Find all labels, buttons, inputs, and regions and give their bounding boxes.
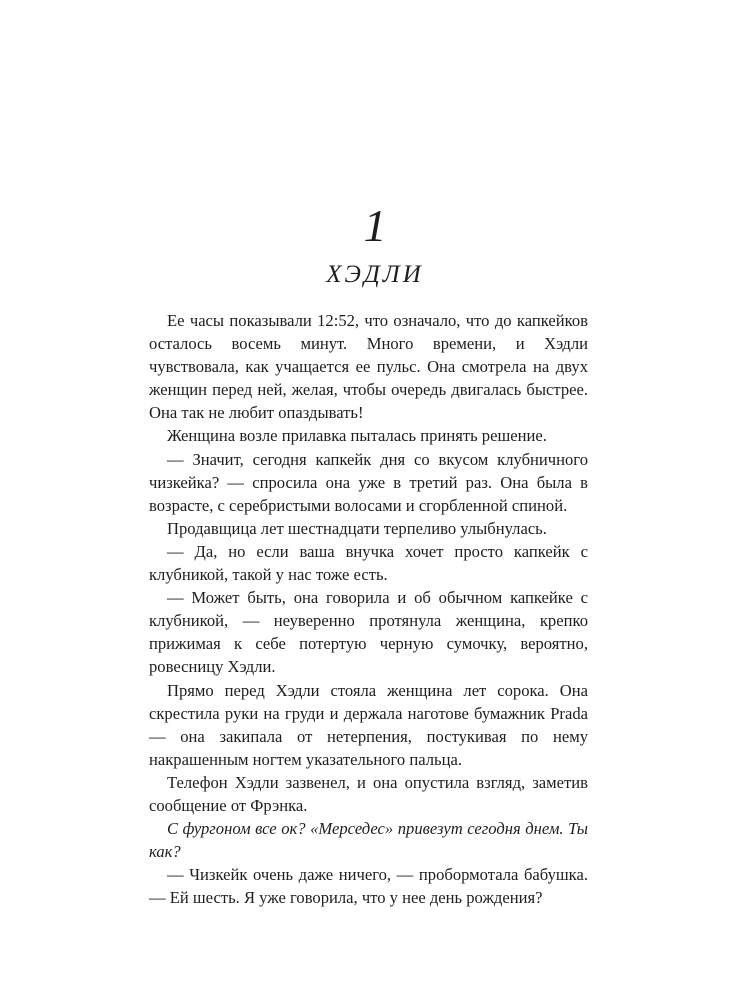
paragraph: — Да, но если ваша внучка хочет просто капкейк с клубникой, такой у нас тоже есть.: [149, 541, 588, 585]
text-message-paragraph: С фургоном все ок? «Мерседес» привезут сегодня днем. Ты как?: [149, 819, 588, 862]
paragraph: — Чизкейк очень даже ничего, — пробормотала бабушка. — Ей шесть. Я уже говорила, что у нее день рождения?: [149, 865, 588, 908]
chapter-number: 1: [363, 200, 387, 251]
chapter-title: ХЭДЛИ: [326, 261, 424, 288]
paragraph: Женщина возле прилавка пыталась принять решение.: [167, 426, 547, 446]
paragraph: — Значит, сегодня капкейк дня со вкусом клубничного чизкейка? — спросила она уже в третий раз. Она была в возрасте, с серебристыми волосами и сгорбленной спиной.: [149, 449, 588, 515]
paragraph: — Может быть, она говорила и об обычном капкейке с клубникой, — неуверенно протянула женщина, крепко прижимая к себе потертую черную сумочку, вероятно, ровесницу Хэдли.: [149, 588, 588, 677]
paragraph: Телефон Хэдли зазвенел, и она опустила взгляд, заметив сообщение от Фрэнка.: [149, 772, 588, 815]
chapter-body: [149, 309, 588, 909]
paragraph: Прямо перед Хэдли стояла женщина лет сорока. Она скрестила руки на груди и держала наготове бумажник Prada — она закипала от нетерпения, постукивая по нему накрашенным ногтем указательного пальца.: [149, 680, 588, 769]
paragraph: Продавщица лет шестнадцати терпеливо улыбнулась.: [167, 518, 547, 538]
paragraph: Ее часы показывали 12:52, что означало, что до капкейков осталось восемь минут. Много времени, и Хэдли чувствовала, как учащается ее пульс. Она смотрела на двух женщин перед ней, желая, чтобы очередь двигалась быстрее. Она так не любит опаздывать!: [149, 311, 588, 423]
